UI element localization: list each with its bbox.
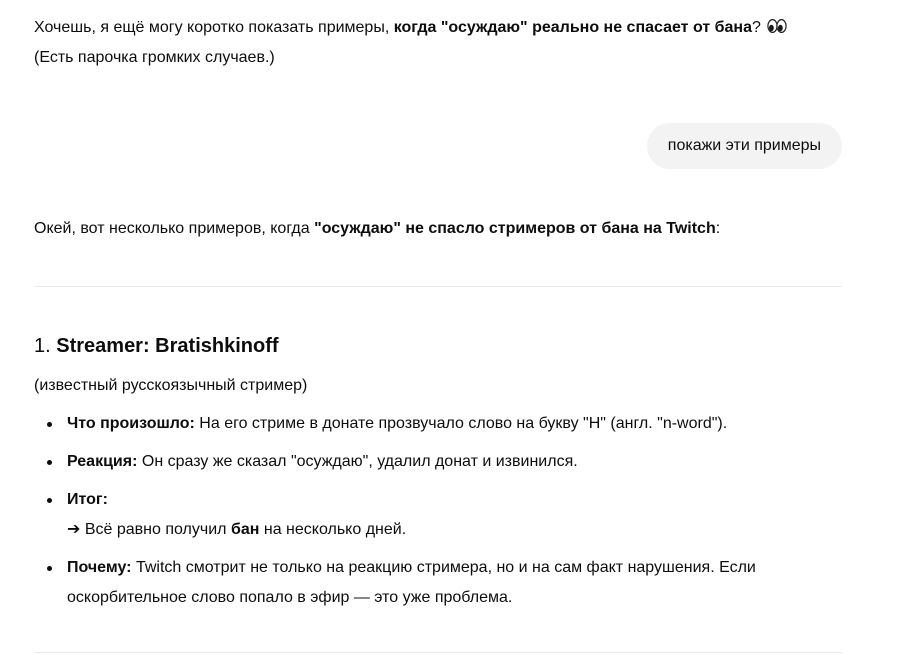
- list-item-why: [67, 553, 857, 613]
- intro-paragraph: [34, 13, 844, 73]
- user-message-bubble: [647, 123, 842, 169]
- list-item-reaction: [67, 447, 857, 477]
- divider-top: [34, 286, 842, 287]
- item-text-end: на несколько дней.: [259, 521, 407, 538]
- intro-text-end: ?: [751, 19, 766, 36]
- details-list: [34, 409, 857, 621]
- response-intro-start: Окей, вот несколько примеров, когда: [34, 220, 315, 237]
- item-label: Итог:: [67, 491, 108, 508]
- item-label: Реакция:: [67, 453, 138, 470]
- item-text-bold: бан: [230, 521, 260, 538]
- eyes-icon: [767, 18, 787, 34]
- arrow-icon: ➔: [67, 521, 81, 538]
- section-number: 1.: [34, 335, 57, 357]
- response-intro-end: :: [715, 220, 721, 237]
- item-text: Twitch смотрит не только на реакцию стримера, но и на сам факт нарушения. Если оскорбительное слово попало в эфир — это уже проблема.: [67, 559, 756, 606]
- item-text-start: Всё равно получил: [80, 521, 231, 538]
- section-subtitle: (известный русскоязычный стример): [34, 377, 308, 394]
- intro-text-bold: когда "осуждаю" реально не спасает от бана: [393, 19, 752, 36]
- item-text: На его стриме в донате прозвучало слово на букву "Н" (англ. "n-word").: [194, 415, 728, 432]
- section-title: Streamer: Bratishkinoff: [56, 335, 279, 357]
- response-intro: [34, 214, 844, 244]
- item-label: Почему:: [67, 559, 132, 576]
- divider-bottom: [34, 652, 842, 653]
- user-message-text: покажи эти примеры: [667, 137, 821, 154]
- section-heading: [34, 331, 279, 361]
- list-item-what-happened: [67, 409, 857, 439]
- item-text: Он сразу же сказал "осуждаю", удалил донат и извинился.: [137, 453, 578, 470]
- intro-note: (Есть парочка громких случаев.): [34, 49, 275, 66]
- intro-text-start: Хочешь, я ещё могу коротко показать примеры,: [34, 19, 394, 36]
- item-label: Что произошло:: [67, 415, 195, 432]
- list-item-result: [67, 485, 857, 545]
- response-intro-bold: "осуждаю" не спасло стримеров от бана на Twitch: [314, 220, 716, 237]
